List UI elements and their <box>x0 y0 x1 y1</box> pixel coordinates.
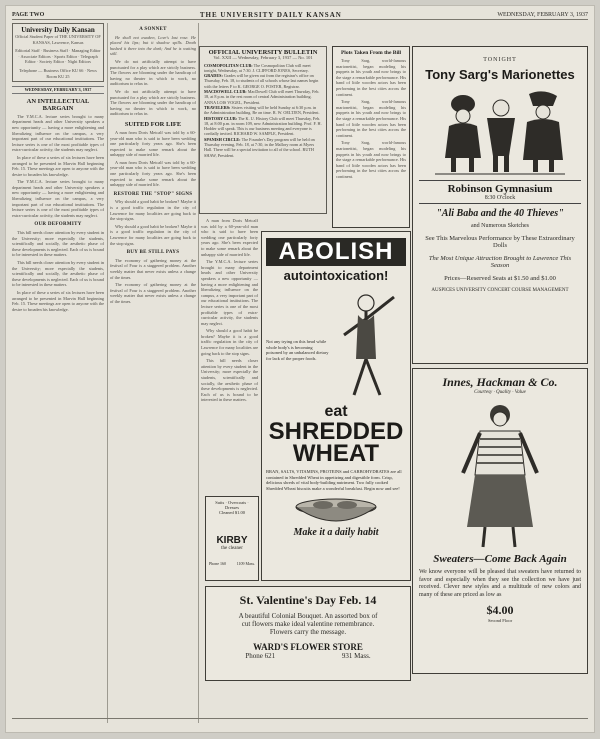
marionette-illustration <box>425 86 575 176</box>
tony-and: and Numerous Sketches <box>471 223 529 229</box>
abolish-caption: Not any trying on this head while whole body's is becoming poisoned by an unbalanced dietary for lack of the proper foods. <box>266 339 329 361</box>
tony-line2: The Most Unique Attraction Brought to Lawrence This Season <box>428 255 572 269</box>
col2-paragraph-2: We do not artificially attempt to have punctuated for a play which are strictly business. The flowers are blooming under the handicap of having no theater in which to work, no auditorium to relax in. <box>110 58 196 87</box>
kirby-name: KIRBY <box>216 535 248 546</box>
puppet-figure-center <box>487 100 515 172</box>
editorial-headline-2: OUR DEFORMITY <box>34 222 82 228</box>
valentine-address: 931 Mass. <box>341 652 371 660</box>
valentine-phone: Phone 621 <box>245 652 276 660</box>
staff-listing: Editorial Staff · Business Staff · Managing Editor · Associate Editors · Sports Editor · Telegraph Editor · Society Editor · Night Editors <box>15 48 101 65</box>
col2-paragraph-2b: We do not artificially attempt to have punctuated for a play which are strictly business. The flowers are blooming under the handicap of having no theater in which to work, no auditorium to relax in. <box>110 88 196 117</box>
tony-title: Tony Sarg's Marionettes <box>425 67 575 82</box>
plays-body-c: Tony Sarg, world-famous marionettist, began modeling his puppets in his youth and now brings to the stage a remarkable performance. His band of little wooden actors has been performing in the best cities across the continent. <box>336 140 406 179</box>
bulletin-item: GRADES: Grades will be given out from the registrar's office on Thursday, Feb. 18, to students of all schools whose last names begin with the letters F to K. GEORGE O. FOSTER, Registrar. <box>204 73 319 89</box>
stop-signs-headline: RESTORE THE "STOP" SIGNS <box>113 191 193 197</box>
innes-body: We know everyone will be pleased that sweaters have returned to favor and especially when they see the collection we have just received. Clever new styles and a multitude of new colors and many of these are priced as low as <box>419 569 581 598</box>
telephone-listing: Telephone — Business Office KU 66 · News Room KU 25 <box>19 67 97 79</box>
plays-body-b: Tony Sarg, world-famous marionettist, began modeling his puppets in his youth and now brings to the stage a remarkable performance. His band of little wooden actors has been performing in the best cities across the continent. <box>336 99 406 138</box>
newspaper-page <box>6 6 594 732</box>
editorial-paragraph-2: In place of these a series of six lectures have been arranged to be presented in Marvin Hall beginning Feb. 15. These meetings are open to anyone with the desire to broaden his knowledge. <box>12 154 104 177</box>
story-paragraph: A man from Doris Metcalf was told by a 60-year-old man who is said to have been wedding one particularly forty years ago. She's been expected to make some remark about the unhappy side of married life. <box>201 218 258 257</box>
valentine-title: St. Valentine's Day Feb. 14 <box>239 593 377 607</box>
editorial-paragraph-3: This bill needs closer attention by every student in the University; more especially the students, scientifically and socially, the aesthetic phase of these developments is neglected. Each of us is bound to be interested in these matters. <box>12 230 104 258</box>
suited-text-b: A man from Doris Metcalf was told by a 60-year-old man who is said to have been wedding one particularly forty years ago. She's been expected to make some remark about the unhappy side of married life. <box>110 159 196 188</box>
tony-venue: Robinson Gymnasium <box>447 183 553 195</box>
innes-tag: Courtesy · Quality · Value <box>474 390 526 395</box>
innes-headline: Sweaters—Come Back Again <box>433 553 567 565</box>
tony-tonight: TONIGHT <box>483 57 517 63</box>
cereal-bowl-illustration <box>291 495 381 525</box>
sonnet-text: He shall not awaken, Love's last rose. He placed his lips; but it shadow spills. Death hushed it there into the dark; And he is waiting still. <box>110 34 196 57</box>
bulletin-item: COSMOPOLITAN CLUB: The Cosmopolitan Club will meet tonight, Wednesday, at 7:30. J. CLIFFORD JONES, Secretary. <box>204 62 311 73</box>
paper-name: University Daily Kansan <box>21 26 95 34</box>
tony-sarg-ad <box>412 46 588 364</box>
wheat-word: WHEAT <box>292 440 380 467</box>
column-2 <box>110 23 196 718</box>
plays-body: Tony Sarg, world-famous marionettist, began modeling his puppets in his youth and now brings to the stage a remarkable performance. His band of little wooden actors has been performing in the best cities across the continent. <box>336 58 406 97</box>
editorial-paragraph-3b: This bill needs closer attention by every student in the University; more especially the students, scientifically and socially, the aesthetic phase of these developments is neglected. Each of us is bound to be interested in these matters. <box>12 260 104 288</box>
bulletin-item: HISTORY CLUB: The K. U. History Club will meet Thursday, Feb. 18, at 8:00 p.m. in room 109, new Administration building. Prof. F. H. Hodder will speak. This is our business meeting and everyone is cordially invited. RICHARD W. SAMPLE, President. <box>204 115 322 137</box>
bulletin-title: OFFICIAL UNIVERSITY BULLETIN <box>208 49 318 56</box>
suited-headline: SUITED FOR LIFE <box>124 120 182 128</box>
column-3-story <box>201 218 258 493</box>
plays-title: Plots Taken From the Bill <box>340 50 402 56</box>
shredded-wheat-ad <box>261 231 411 581</box>
kirby-role: the cleaner <box>221 546 243 551</box>
valentine-ad <box>205 586 411 681</box>
dateline: WEDNESDAY, FEBRUARY 3, 1937 <box>12 86 104 94</box>
shredded-body: BRAN, SALTS, VITAMINS, PROTEINS and CARBOHYDRATES are all contained in Shredded Wheat in appetizing and digestible form. Crisp, delicious shreds of vital body-building nutriment. Two fully cooked Shredded Wheat biscuits make a wonderful breakfast. Begin now and see! <box>266 469 402 491</box>
shredded-slogan: Make it a daily habit <box>293 527 379 538</box>
column-1 <box>12 23 104 718</box>
editorial-paragraph-1b: The Y.M.C.A. lecture series brought to many department heads and other University speakers a new opportunity — having a more enlightening and liberalizing influence on the campus, a very important part of our educational institutions. The lecture series is one of the most profitable types of extra-curricular activity, the students may neglect. <box>12 179 104 218</box>
kirby-line1: Suits · Overcoats · Dresses <box>215 500 249 510</box>
bulletin-item: TRAVELERS: Sisters visiting will be held Sunday at 6:30 p.m. in the Administration building. Be on time. R. W. OELTJEN, President. <box>204 104 320 116</box>
eat-word: eat <box>324 403 348 420</box>
innes-name: Innes, Hackman & Co. <box>442 375 558 389</box>
buy-headline: BUY BE STILL PAYS <box>126 250 180 256</box>
buy-text: The economy of gathering money at the festival of Four is a staggered problem. Another weekly matter that never exists unless a change of the times. <box>110 257 196 280</box>
story-paragraph: This bill needs closer attention by every student in the University; more especially the students, scientifically and socially, the aesthetic phase of these developments is neglected. Each of us is bound to be interested in these matters. <box>201 358 258 403</box>
tony-prices: Prices—Reserved Seats at $1.50 and $1.00 <box>444 275 556 282</box>
buy-text-b: The economy of gathering money at the festival of Four is a staggered problem. Another weekly matter that never exists unless a change of the times. <box>110 282 196 304</box>
plays-column <box>332 46 410 228</box>
masthead: THE UNIVERSITY DAILY KANSAN <box>199 10 342 19</box>
tony-line1: See This Marvelous Performance by These Extraordinary Dolls <box>425 235 575 249</box>
paper-subtitle: Official Student Paper of THE UNIVERSITY OF KANSAS, Lawrence, Kansas <box>15 34 101 45</box>
page-date: WEDNESDAY, FEBRUARY 3, 1937 <box>497 11 588 18</box>
puppet-figure-right <box>523 91 563 172</box>
autointoxication: autointoxication! <box>283 268 389 283</box>
editorial-paragraph-2b: In place of these a series of six lectures have been arranged to be presented in Marvin Hall beginning Feb. 15. These meetings are open to anyone with the desire to broaden his knowledge. <box>12 289 104 312</box>
bulletin-item: MACDOWELL CLUB: MacDowell Club will meet Thursday, Feb. 18, at 8 p.m. in the rest room of central Administration building. ANNA LOIS VOGEL, President. <box>204 89 320 105</box>
editorial-paragraph-1: The Y.M.C.A. lecture series brought to many department heads and other University speakers a new opportunity — having a more enlightening and liberalizing influence on the campus, a very important part of our educational institutions. The lecture series is one of the most profitable types of extra-curricular activity, the students may neglect. <box>12 113 104 153</box>
suited-text: A man from Doris Metcalf was told by a 60-year-old man who is said to have been wedding one particularly forty years ago. She's been expected to make some remark about the unhappy side of married life. <box>110 129 196 158</box>
tony-program <box>419 180 581 204</box>
kirby-line2: Cleaned $1.00 <box>219 510 245 515</box>
nameplate-box <box>12 23 104 82</box>
sweater-woman-illustration <box>445 399 555 549</box>
valentine-line3: Flowers carry the message. <box>269 628 347 636</box>
bulletin-sub: Vol. XXII — Wednesday, February 3, 1937 — No. 101 <box>213 55 313 61</box>
kirby-phone: Phone 160 <box>209 561 226 566</box>
shredded-word: SHREDDED <box>268 418 404 445</box>
abolish-word: ABOLISH <box>266 238 406 266</box>
innes-price: $4.00 <box>486 603 514 617</box>
kirby-address: 1109 Mass. <box>236 561 255 566</box>
kirby-ad <box>205 496 259 581</box>
sonnet-headline: A SONNET <box>139 27 167 32</box>
page-footer-rule <box>12 718 588 724</box>
valentine-store: WARD'S FLOWER STORE <box>253 642 363 652</box>
column-rule <box>107 23 108 723</box>
story-paragraph: The Y.M.C.A. lecture series brought to many department heads and other University speakers a new opportunity — having a more enlightening and liberalizing influence on the campus, a very important part of our educational institutions. The lecture series is one of the most profitable types of extra-curricular activity, the students may neglect. <box>201 259 258 326</box>
editorial-headline-1: AN INTELLECTUAL BARGAIN <box>26 97 90 112</box>
innes-floor: Second Floor <box>487 618 513 623</box>
page-label: PAGE TWO <box>12 11 45 18</box>
valentine-line1: A beautiful Colonial Bouquet. An assorted box of <box>238 612 378 620</box>
tony-auspices: AUSPICES UNIVERSITY CONCERT COURSE MANAGEMENT <box>431 288 569 293</box>
tony-time: 8:30 O'clock <box>484 195 516 201</box>
tony-play: "Ali Baba and the 40 Thieves" <box>436 208 564 219</box>
official-bulletin <box>199 46 327 214</box>
bulletin-item: SPANISH CIRCLE: The Founder's Day program will be held on Thursday evening, Feb. 18, at 7:30, in the Mallory room at Myers Hall. There will be a special invitation to all of the school. RUTH SHAW, President. <box>204 136 315 158</box>
puppet-figure-left <box>445 95 481 172</box>
stretching-man-illustration <box>336 289 406 399</box>
story-paragraph: Why should a good habit be broken? Maybe it is a good traffic regulation in the city of Lawrence for many localities are going back to the stop signs. <box>201 328 258 356</box>
valentine-line2: cut flowers make ideal valentine remembrance. <box>241 620 375 628</box>
stop-signs-text: Why should a good habit be broken? Maybe it is a good traffic regulation in the city of Lawrence for many localities are going back to the stop signs. <box>110 199 196 222</box>
page-header <box>12 10 588 20</box>
innes-hackman-ad <box>412 368 588 674</box>
stop-signs-text-b: Why should a good habit be broken? Maybe it is a good traffic regulation in the city of Lawrence for many localities are going back to the stop signs. <box>110 223 196 246</box>
